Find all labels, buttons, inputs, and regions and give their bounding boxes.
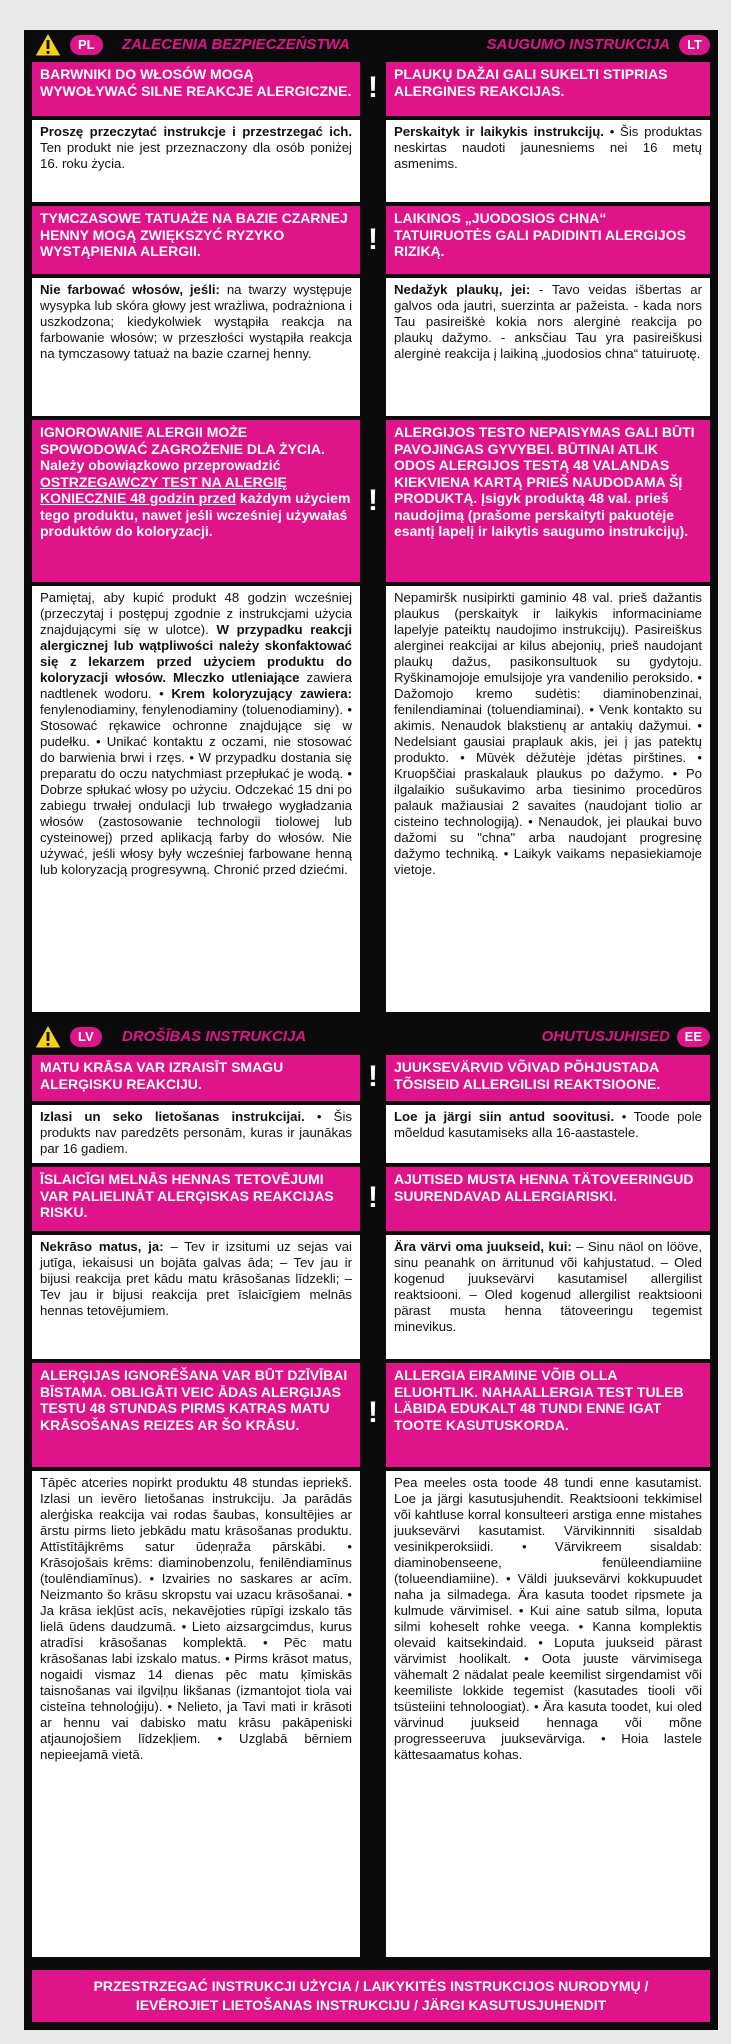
text-panel-ee-1: [386, 1105, 710, 1163]
warning-box-lv-1: MATU KRĀSA VAR IZRAISĪT SMAGU ALERĢISKU REAKCIJU.: [32, 1055, 360, 1101]
instruction-emphasis: W przypadku reakcji alergicznej lub wątpliwości należy skonfaktować się z lekarzem przed użyciem produktu do koloryzacji włosów. Mleczko utleniające: [40, 622, 352, 685]
text-panel-pl-3: [32, 586, 360, 1012]
instruction-text: zawiera nadtlenek wodoru. •: [40, 670, 352, 701]
instruction-heading: Nie farbować włosów, jeśli:: [40, 282, 220, 297]
text-panel-lt-1: [386, 120, 710, 202]
footer-line-2: IEVĒROJIET LIETOŠANAS INSTRUKCIJU / JÄRGI KASUTUSJUHENDIT: [135, 1997, 607, 2013]
instruction-text: – Sinu näol on lööve, sinu peanahk on ärritunud või kahjustatud. – Oled kogenud juuksevärvi kasutamisel allergilist reaktsiooni. – Oled kogenud allergilist reaktsiooni pärast musta henna tätoveeringu tegemist minevikus.: [394, 1239, 702, 1334]
instruction-heading: Nedažyk plaukų, jei:: [394, 282, 531, 297]
text-panel-ee-3: Pea meeles osta toode 48 tundi enne kasutamist. Loe ja järgi kasutusjuhendit. Reaktsiooni tekkimisel või kahtluse korral konsulteeri arstiga enne mistahes juuksevärvi kasutamist. Värvikinnniti sisaldab vesinikperoksiidi. • Värvikreem sisaldab: diaminobenseene, fenüleendiamiine (tolueendiamiine). • Väldi juuksevärvi kokkupuudet naha ja silmadega. Ära kasuta toodet ripsmete ja kulmude värvimisel. • Kui aine satub silma, loputa silmi koheselt rohke veega. • Kanna komplektis olevaid kaitsekindaid. • Loputa juukseid pärast värvimist hoolikalt. • Oota juuste värvimisega vähemalt 2 nädalat peale keemilist sirgendamist või keemiliste lokkide tegemist (kasutades tiooli või tsüsteiini tehnoloogiat). • Ära kasuta toodet, kui oled värvinud juukseid hennaga või mõne progresseeruva juuksevärviga. • Hoia lastele kättesaamatus kohas.: [386, 1471, 710, 1957]
allergy-test-warning-tail: każdym użyciem tego produktu, nawet jeśli wcześniej używałaś produktów do koloryzacji.: [40, 490, 351, 539]
instruction-text: • Šis produktas neskirtas naudoti jaunesniems nei 16 metų asmenims.: [394, 124, 702, 171]
instruction-heading: Proszę przeczytać instrukcje i przestrzegać ich.: [40, 124, 352, 139]
section-header: [24, 1022, 718, 1052]
section-header: [24, 30, 718, 60]
section-title-lt: SAUGUMO INSTRUKCIJA: [486, 36, 670, 53]
warning-box-ee-2: AJUTISED MUSTA HENNA TÄTOVEERINGUD SUURENDAVAD ALLERGIARISKI.: [386, 1167, 710, 1231]
instruction-emphasis: Krem koloryzujący zawiera:: [171, 686, 353, 701]
text-panel-ee-2: [386, 1235, 710, 1359]
instruction-heading: Loe ja järgi siin antud soovitusi.: [394, 1109, 615, 1124]
exclamation-icon: !: [368, 1181, 378, 1214]
instruction-text: Ten produkt nie jest przeznaczony dla osób poniżej 16. roku życia.: [40, 140, 352, 171]
section-title-lv: DROŠĪBAS INSTRUKCIJA: [122, 1028, 307, 1045]
language-badge-lt: LT: [679, 35, 710, 55]
allergy-test-highlight: OSTRZEGAWCZY TEST NA ALERGIĘ KONIECZNIE 48 godzin przed: [40, 473, 287, 506]
allergy-test-warning: IGNOROWANIE ALERGII MOŻE SPOWODOWAĆ ZAGROŻENIE DLA ŻYCIA. Należy obowiązkowo przeprowadzić: [40, 424, 325, 473]
section-pl-lt: [24, 30, 718, 60]
instruction-text: • Toode pole mõeldud kasutamiseks alla 16-aastastele.: [394, 1109, 702, 1140]
language-badge-ee: EE: [677, 1027, 710, 1047]
instruction-text: - Tavo veidas išbertas ar galvos oda jautri, suerzinta ar pažeista. - kada nors Tau pasireiškė kokia nors alerginė reakcija po plaukų dažymo. - anksčiau Tau yra pasireiškusi alerginė reakcija į laikiną „juodosios chna“ tatuiruotę.: [394, 282, 702, 361]
warning-box-pl-1: BARWNIKI DO WŁOSÓW MOGĄ WYWOŁYWAĆ SILNE REAKCJE ALERGICZNE.: [32, 62, 360, 116]
section-lv-ee: [24, 1022, 718, 1052]
text-panel-pl-2: [32, 278, 360, 416]
warning-triangle-icon: [34, 1024, 62, 1049]
exclamation-icon: !: [368, 1396, 378, 1429]
text-panel-pl-1: [32, 120, 360, 202]
warning-triangle-icon: [34, 32, 62, 57]
language-badge-pl: PL: [70, 35, 103, 55]
exclamation-icon: !: [368, 223, 378, 256]
language-badge-lv: LV: [70, 1027, 102, 1047]
warning-leaflet: [24, 30, 718, 2030]
text-panel-lv-3: Tāpēc atceries nopirkt produktu 48 stundas iepriekš. Izlasi un ievēro lietošanas instrukciju. Ja parādās alerģiska reakcija vai rodas šaubas, konsultējies ar ārstu pirms lieto jebkādu matu krāsošanas produktu. Attīstītājkrēms satur ūdeņraža pārskābi. • Krāsojošais krēms: diaminobenzolu, fenilēndiamīnus (toulēndiamīnus). • Izvairies no saskares ar acīm. Neizmanto šo krāsu skropstu vai uzacu krāsošanai. • Ja krāsa iekļūst acīs, nekavējoties rūpīgi izskalo tās lielā ūdens daudzumā. • Lieto aizsargcimdus, kurus atradīsi krāsošanas komplektā. • Pēc matu krāsošanas labi izskalo matus. • Pirms krāsot matus, nogaidi vismaz 14 dienas pēc matu ķīmiskās taisnošanas vai ilgviļņu likšanas (izmantojot tiola vai cisteīna tehnoloģiju). • Nelieto, ja Tavi mati ir krāsoti ar hennu vai dabisko matu krāsu pakāpeniski atjaunojošiem līdzekļiem. • Uzglabā bērniem nepieejamā vietā.: [32, 1471, 360, 1957]
warning-box-lv-3: ALERĢIJAS IGNORĒŠANA VAR BŪT DZĪVĪBAI BĪSTAMA. OBLIGĀTI VEIC ĀDAS ALERĢIJAS TESTU 48 STUNDAS PIRMS KATRAS MATU KRĀSOŠANAS REIZES AR ŠO KRĀSU.: [32, 1363, 360, 1467]
footer-banner: [32, 1970, 710, 2022]
footer-line-1: PRZESTRZEGAĆ INSTRUKCJI UŻYCIA / LAIKYKITĖS INSTRUKCIJOS NURODYMŲ /: [93, 1978, 649, 1994]
section-title-ee: OHUTUSJUHISED: [541, 1028, 670, 1045]
exclamation-icon: !: [368, 1060, 378, 1093]
instruction-text: – Tev ir izsitumi uz sejas vai jutīga, iekaisusi un bojāta galvas āda; – Tev jau ir bijusi reakcija pret kādu matu krāsošanas līdzekli; – Tev jau ir bijusi reakcija pret īslaicīgiem melnās hennas tetovējumiem.: [40, 1239, 352, 1318]
text-panel-lt-3: Nepamiršk nusipirkti gaminio 48 val. prieš dažantis plaukus (perskaityk ir laikykis informaciniame lapelyje pateiktų naudojimo instrukcijų). Pasireiškus alerginei reakcijai ar kilus abejonių, prieš naudojant plaukų dažus, pasikonsultuok su gydytoju. Ryškinamojoje emulsijoje yra vandenilio peroksido. • Dažomojo kremo sudėtis: diaminobenzinai, fenilendiaminai (toluendiaminai). • Venk kontakto su akimis. Nenaudok blakstienų ar antakių dažymui. • Nedelsiant gausiai praplauk akis, jei į jas patektų produkto. • Mūvėk dėžutėje įdėtas pirštines. • Kruopščiai praskalauk plaukus po dažymo. • Po ilgalaikio sušukavimo arba tiesinimo procedūros palauk mažiausiai 2 savaites (naudojant tiolio ar cisteino technologiją). • Nenaudok, jei plaukai buvo dažomi su "chna" arba naudojant progresinę dažymo techniką. • Laikyk vaikams nepasiekiamoje vietoje.: [386, 586, 710, 1012]
text-panel-lv-2: [32, 1235, 360, 1359]
exclamation-icon: !: [368, 71, 378, 104]
warning-box-lt-3: ALERGIJOS TESTO NEPAISYMAS GALI BŪTI PAVOJINGAS GYVYBEI. BŪTINAI ATLIK ODOS ALERGIJOS TESTĄ 48 VALANDAS KIEKVIENA KARTĄ PRIEŠ NAUDODAMA ŠĮ PRODUKTĄ. Įsigyk produktą 48 val. prieš naudojimą (prašome perskaityti pakuotėje esantį lapelį ir laikytis saugumo instrukcijų).: [386, 420, 710, 582]
instruction-heading: Izlasi un seko lietošanas instrukcijai.: [40, 1109, 305, 1124]
instruction-heading: Perskaityk ir laikykis instrukcijų.: [394, 124, 604, 139]
warning-box-pl-3: [32, 420, 360, 582]
exclamation-icon: !: [368, 484, 378, 517]
instruction-text: fenylenodiaminy, fenylenodiaminy (toluenodiaminy). • Stosować rękawice ochronne znajdujące się w pudełku. • Unikać kontaktu z oczami, nie stosować do barwienia brwi i rzęs. • W przypadku dostania się preparatu do oczu natychmiast przepłukać je wodą. • Dobrze spłukać włosy po użyciu. Odczekać 15 dni po zabiegu trwałej ondulacji lub trwałego wygładzania włosów (zastosowanie technologii tiolowej lub cysteinowej) przed aplikacją farby do włosów. Nie używać, jeśli włosy były wcześniej farbowane henną lub koloryzacją progresywną. Chronić przed dziećmi.: [40, 702, 352, 877]
warning-box-lv-2: ĪSLAICĪGI MELNĀS HENNAS TETOVĒJUMI VAR PALIELINĀT ALERĢISKAS REAKCIJAS RISKU.: [32, 1167, 360, 1231]
instruction-heading: Ära värvi oma juukseid, kui:: [394, 1239, 572, 1254]
warning-box-pl-2: TYMCZASOWE TATUAŻE NA BAZIE CZARNEJ HENNY MOGĄ ZWIĘKSZYĆ RYZYKO WYSTĄPIENIA ALERGII.: [32, 206, 360, 274]
instruction-heading: Nekrāso matus, ja:: [40, 1239, 164, 1254]
instruction-text: • Šis produkts nav paredzēts personām, kuras ir jaunākas par 16 gadiem.: [40, 1109, 352, 1156]
instruction-text: na twarzy występuje wysypka lub skóra głowy jest wrażliwa, podrażniona i uszkodzona; kiedykolwiek wystąpiła reakcja na farbowanie włosów; w przeszłości wystąpiła reakcja na tymczasowy tatuaż na bazie czarnej henny.: [40, 282, 352, 361]
warning-box-lt-2: LAIKINOS „JUODOSIOS CHNA“ TATUIRUOTĖS GALI PADIDINTI ALERGIJOS RIZIKĄ.: [386, 206, 710, 274]
section-title-pl: ZALECENIA BEZPIECZEŃSTWA: [122, 36, 350, 53]
warning-box-lt-1: PLAUKŲ DAŽAI GALI SUKELTI STIPRIAS ALERGINES REAKCIJAS.: [386, 62, 710, 116]
text-panel-lv-1: [32, 1105, 360, 1163]
instruction-text: Pamiętaj, aby kupić produkt 48 godzin wcześniej (przeczytaj i postępuj zgodnie z instrukcjami użycia znajdującymi się w ulotce).: [40, 590, 352, 637]
text-panel-lt-2: [386, 278, 710, 416]
warning-box-ee-3: ALLERGIA EIRAMINE VÕIB OLLA ELUOHTLIK. NAHAALLERGIA TEST TULEB LÄBIDA EDUKALT 48 TUNDI ENNE IGAT TOOTE KASUTUSKORDA.: [386, 1363, 710, 1467]
warning-box-ee-1: JUUKSEVÄRVID VÕIVAD PÕHJUSTADA TÕSISEID ALLERGILISI REAKTSIOONE.: [386, 1055, 710, 1101]
